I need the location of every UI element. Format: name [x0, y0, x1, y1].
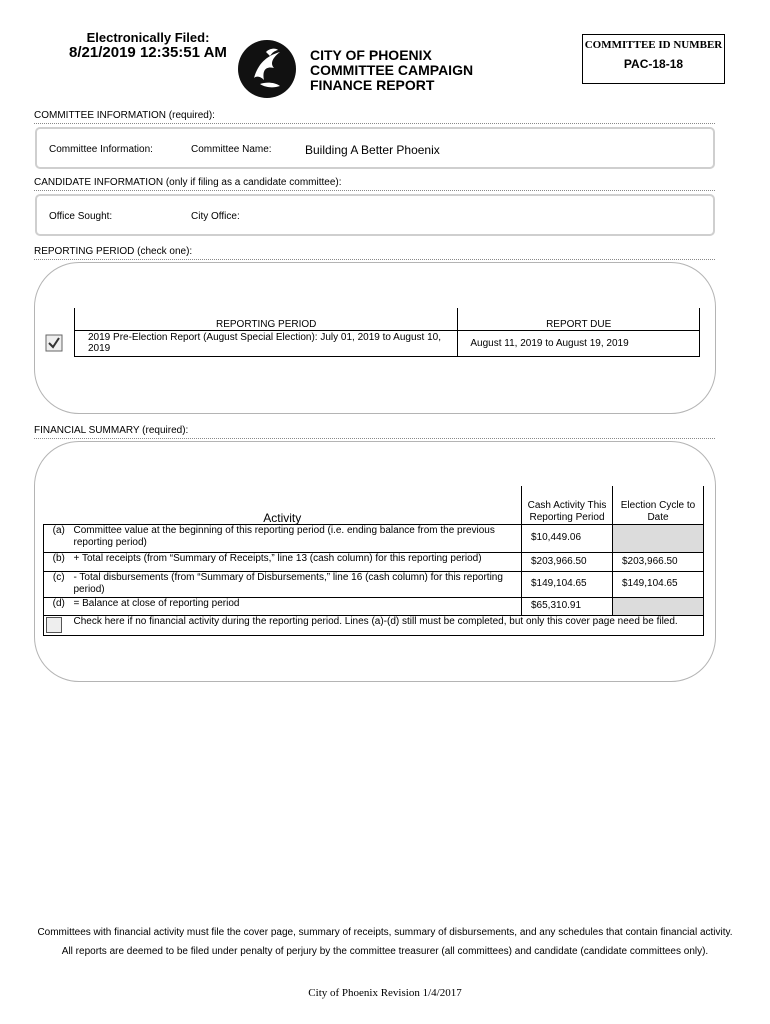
col-activity: Activity — [44, 486, 522, 524]
row-text: - Total disbursements (from “Summary of Disbursements,” line 16 (cash column) for this reporting period) — [74, 571, 522, 597]
row-code: (c) — [44, 571, 74, 597]
divider — [34, 259, 715, 260]
row-text: + Total receipts (from “Summary of Receipts,” line 13 (cash column) for this reporting period) — [74, 552, 522, 571]
financial-summary-label: FINANCIAL SUMMARY (required): — [34, 425, 189, 436]
city-office-label: City Office: — [191, 211, 240, 222]
financial-summary-table — [43, 486, 704, 636]
title-line-3: FINANCE REPORT — [310, 77, 435, 93]
committee-id-label: COMMITTEE ID NUMBER — [584, 39, 723, 51]
row-text: Committee value at the beginning of this reporting period (i.e. ending balance from the previous reporting period) — [74, 524, 522, 552]
committee-name-value: Building A Better Phoenix — [305, 143, 440, 157]
committee-id-box — [582, 34, 725, 84]
row-cash-value: $203,966.50 — [522, 552, 613, 571]
revision-note: City of Phoenix Revision 1/4/2017 — [308, 987, 462, 999]
divider — [34, 190, 715, 191]
col-reporting-period: REPORTING PERIOD — [75, 308, 458, 330]
reporting-period-label: REPORTING PERIOD (check one): — [34, 246, 193, 257]
report-title — [310, 48, 473, 93]
row-cycle-value — [613, 597, 704, 615]
candidate-info-label: CANDIDATE INFORMATION (only if filing as a candidate committee): — [34, 177, 342, 188]
col-cash-activity: Cash Activity This Reporting Period — [522, 486, 613, 524]
no-activity-text: Check here if no financial activity during the reporting period. Lines (a)-(d) still must be completed, but only this cover page need be filed. — [74, 615, 704, 635]
office-sought-label: Office Sought: — [49, 211, 113, 222]
row-code: (b) — [44, 552, 74, 571]
row-code: (a) — [44, 524, 74, 552]
period-row-due: August 11, 2019 to August 19, 2019 — [458, 330, 700, 356]
candidate-info-box — [35, 194, 715, 236]
reporting-period-table — [74, 308, 700, 357]
row-cycle-value — [613, 524, 704, 552]
footer-note-2: All reports are deemed to be filed under penalty of perjury by the committee treasurer (all committees) and candidate (candidate committees only). — [61, 946, 709, 957]
filed-label: Electronically Filed: — [86, 30, 210, 45]
row-cash-value: $149,104.65 — [522, 571, 613, 597]
committee-id-value: PAC-18-18 — [623, 57, 684, 71]
committee-info-box — [35, 127, 715, 169]
committee-name-label: Committee Name: — [191, 144, 272, 155]
no-activity-checkbox-cell — [44, 615, 74, 635]
row-cycle-value: $149,104.65 — [613, 571, 704, 597]
period-checkbox[interactable] — [45, 334, 63, 352]
col-report-due: REPORT DUE — [458, 308, 700, 330]
row-text: = Balance at close of reporting period — [74, 597, 522, 615]
no-activity-checkbox[interactable] — [46, 617, 62, 633]
row-cash-value: $65,310.91 — [522, 597, 613, 615]
committee-info-field-label: Committee Information: — [49, 144, 153, 155]
row-code: (d) — [44, 597, 74, 615]
committee-info-label: COMMITTEE INFORMATION (required): — [34, 110, 215, 121]
footer-note-1: Committees with financial activity must file the cover page, summary of receipts, summary of disbursements, and any schedules that contain financial activity. — [37, 927, 733, 938]
divider — [34, 123, 715, 124]
title-line-2: COMMITTEE CAMPAIGN — [310, 62, 474, 78]
divider — [34, 438, 715, 439]
period-row-label: 2019 Pre-Election Report (August Special Election): July 01, 2019 to August 10, 2019 — [75, 330, 458, 356]
row-cash-value: $10,449.06 — [522, 524, 613, 552]
col-election-cycle: Election Cycle to Date — [613, 486, 704, 524]
row-cycle-value: $203,966.50 — [613, 552, 704, 571]
phoenix-bird-icon — [236, 38, 298, 100]
filed-datetime: 8/21/2019 12:35:51 AM — [69, 44, 227, 61]
title-line-1: CITY OF PHOENIX — [310, 47, 432, 63]
